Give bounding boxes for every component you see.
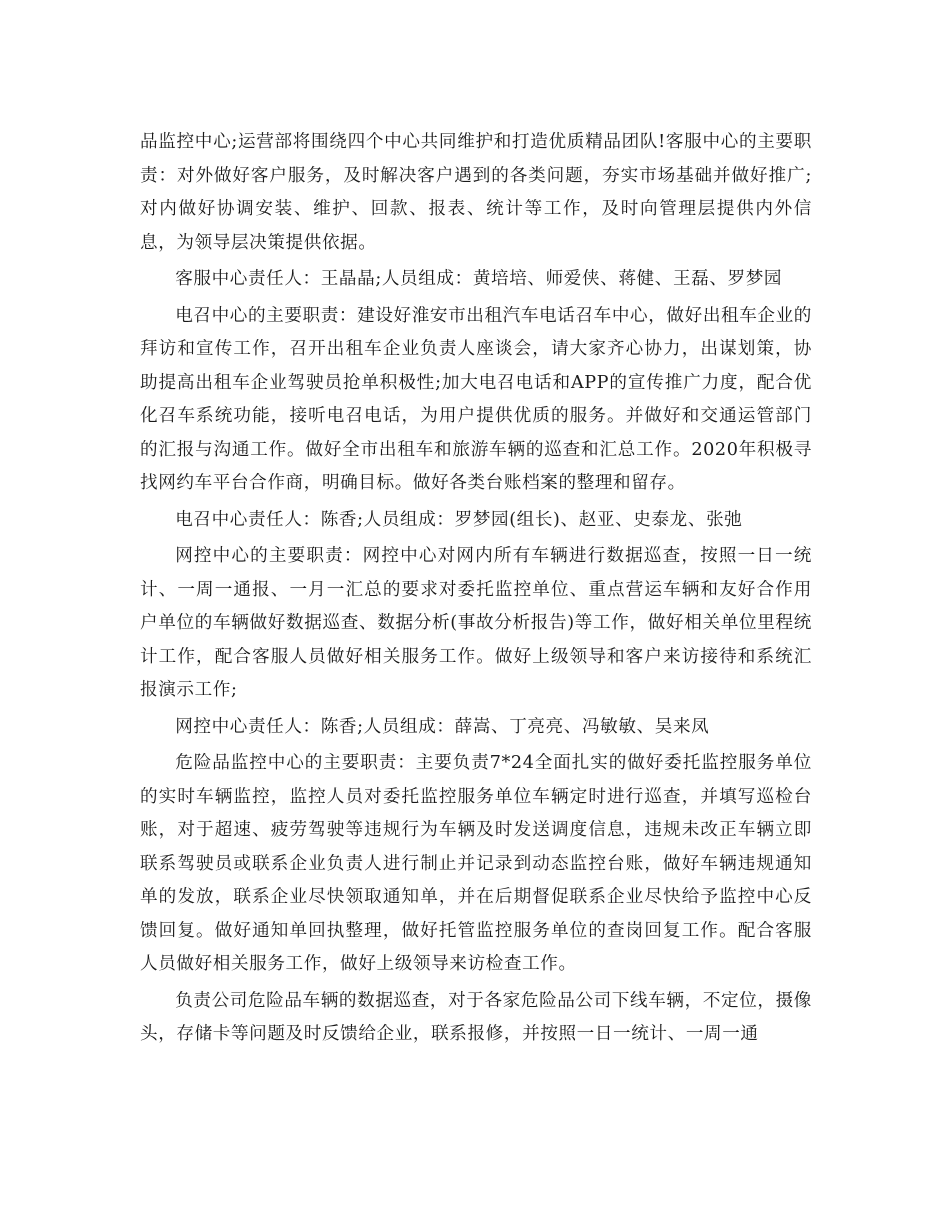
document-body	[140, 126, 812, 1055]
paragraph-7: 危险品监控中心的主要职责：主要负责7*24全面扎实的做好委托监控服务单位的实时车辆监控，监控人员对委托监控服务单位车辆定时进行巡查，并填写巡检台账，对于超速、疲劳驾驶等违规行为车辆及时发送调度信息，违规未改正车辆立即联系驾驶员或联系企业负责人进行制止并记录到动态监控台账，做好车辆违规通知单的发放，联系企业尽快领取通知单，并在后期督促联系企业尽快给予监控中心反馈回复。做好通知单回执整理，做好托管监控服务单位的查岗回复工作。配合客服人员做好相关服务工作，做好上级领导来访检查工作。	[140, 753, 812, 974]
paragraph-1: 品监控中心;运营部将围绕四个中心共同维护和打造优质精品团队!客服中心的主要职责：对外做好客户服务，及时解决客户遇到的各类问题，夯实市场基础并做好推广;对内做好协调安装、维护、回款、报表、统计等工作，及时向管理层提供内外信息，为领导层决策提供依据。	[140, 132, 812, 253]
paragraph-2: 客服中心责任人：王晶晶;人员组成：黄培培、师爱侠、蒋健、王磊、罗梦园	[175, 269, 783, 289]
paragraph-5: 网控中心的主要职责：网控中心对网内所有车辆进行数据巡查，按照一日一统计、一周一通报、一月一汇总的要求对委托监控单位、重点营运车辆和友好合作用户单位的车辆做好数据巡查、数据分析(事故分析报告)等工作，做好相关单位里程统计工作，配合客服人员做好相关服务工作。做好上级领导和客户来访接待和系统汇报演示工作;	[140, 546, 812, 700]
paragraph-6: 网控中心责任人：陈香;人员组成：薛嵩、丁亮亮、冯敏敏、吴来凤	[175, 716, 710, 737]
paragraph-8: 负责公司危险品车辆的数据巡查，对于各家危险品公司下线车辆，不定位，摄像头，存储卡等问题及时反馈给企业，联系报修，并按照一日一统计、一周一通	[140, 990, 812, 1044]
paragraph-4: 电召中心责任人：陈香;人员组成：罗梦园(组长)、赵亚、史泰龙、张弛	[175, 509, 743, 530]
paragraph-3: 电召中心的主要职责：建设好淮安市出租汽车电话召车中心，做好出租车企业的拜访和宣传工作，召开出租车企业负责人座谈会，请大家齐心协力，出谋划策，协助提高出租车企业驾驶员抢单积极性;加大电召电话和APP的宣传推广力度，配合优化召车系统功能，接听电召电话，为用户提供优质的服务。并做好和交通运管部门的汇报与沟通工作。做好全市出租车和旅游车辆的巡查和汇总工作。2020年积极寻找网约车平台合作商，明确目标。做好各类台账档案的整理和留存。	[140, 305, 812, 493]
